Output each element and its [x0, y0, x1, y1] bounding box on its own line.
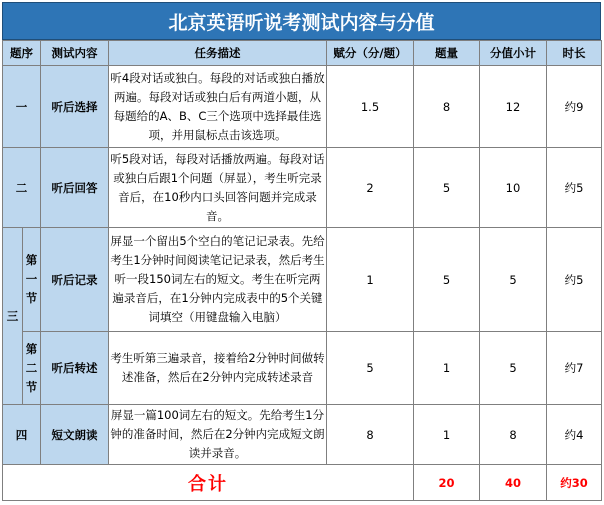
- table-row: [3, 148, 602, 228]
- score-cell: 2: [327, 148, 414, 228]
- count-cell: 8: [414, 66, 480, 148]
- duration-cell: 约5: [547, 228, 602, 332]
- header-subtotal: 分值小计: [480, 41, 547, 66]
- section-cell: 二: [3, 148, 41, 228]
- header-row: [3, 41, 602, 66]
- score-cell: 1.5: [327, 66, 414, 148]
- section-cell: 三: [3, 228, 23, 405]
- table-row: [3, 332, 602, 405]
- subsection-cell: 第 二 节: [23, 332, 41, 405]
- content-cell: 听后转述: [41, 332, 109, 405]
- duration-cell: 约5: [547, 148, 602, 228]
- header-count: 题量: [414, 41, 480, 66]
- table-row: [3, 405, 602, 465]
- count-cell: 5: [414, 228, 480, 332]
- total-label: 合计: [3, 465, 414, 501]
- score-cell: 8: [327, 405, 414, 465]
- description-cell: 考生听第三遍录音，接着给2分钟时间做转述准备，然后在2分钟内完成转述录音: [109, 332, 327, 405]
- table-row: [3, 228, 602, 332]
- count-cell: 1: [414, 405, 480, 465]
- total-subtotal: 40: [480, 465, 547, 501]
- table-title: 北京英语听说考测试内容与分值: [2, 2, 601, 40]
- table-row: [3, 66, 602, 148]
- subtotal-cell: 5: [480, 332, 547, 405]
- description-cell: 屏显一篇100词左右的短文。先给考生1分钟的准备时间，然后在2分钟内完成短文朗读并录音。: [109, 405, 327, 465]
- count-cell: 1: [414, 332, 480, 405]
- description-cell: 听4段对话或独白。每段的对话或独白播放两遍。每段对话或独白后有两道小题，从每题给的A、B、C三个选项中选择最佳选项，并用鼠标点击该选项。: [109, 66, 327, 148]
- section-cell: 一: [3, 66, 41, 148]
- subtotal-cell: 5: [480, 228, 547, 332]
- score-cell: 1: [327, 228, 414, 332]
- subtotal-cell: 12: [480, 66, 547, 148]
- score-cell: 5: [327, 332, 414, 405]
- test-content-table: [2, 40, 602, 501]
- content-cell: 听后回答: [41, 148, 109, 228]
- content-cell: 短文朗读: [41, 405, 109, 465]
- header-section: 题序: [3, 41, 41, 66]
- subtotal-cell: 8: [480, 405, 547, 465]
- subsection-cell: 第 一 节: [23, 228, 41, 332]
- subtotal-cell: 10: [480, 148, 547, 228]
- duration-cell: 约4: [547, 405, 602, 465]
- total-row: [3, 465, 602, 501]
- total-count: 20: [414, 465, 480, 501]
- header-content: 测试内容: [41, 41, 109, 66]
- description-cell: 屏显一个留出5个空白的笔记记录表。先给考生1分钟时间阅读笔记记录表，然后考生听一段150词左右的短文。考生在听完两遍录音后，在1分钟内完成表中的5个关键词填空（用键盘输入电脑）: [109, 228, 327, 332]
- header-description: 任务描述: [109, 41, 327, 66]
- content-cell: 听后记录: [41, 228, 109, 332]
- description-cell: 听5段对话，每段对话播放两遍。每段对话或独白后跟1个问题（屏显），考生听完录音后，在10秒内口头回答问题并完成录音。: [109, 148, 327, 228]
- duration-cell: 约7: [547, 332, 602, 405]
- header-score: 赋分（分/题）: [327, 41, 414, 66]
- total-duration: 约30: [547, 465, 602, 501]
- duration-cell: 约9: [547, 66, 602, 148]
- section-cell: 四: [3, 405, 41, 465]
- count-cell: 5: [414, 148, 480, 228]
- header-duration: 时长: [547, 41, 602, 66]
- content-cell: 听后选择: [41, 66, 109, 148]
